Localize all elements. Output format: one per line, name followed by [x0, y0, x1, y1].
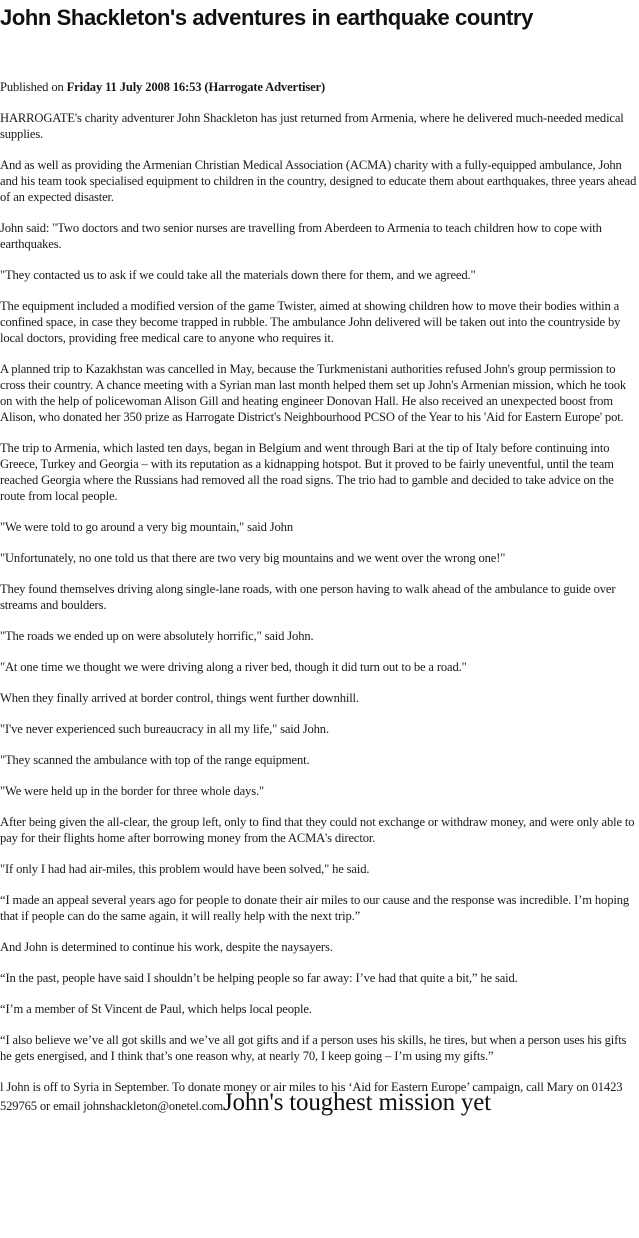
paragraph: "They scanned the ambulance with top of the range equipment.	[0, 753, 310, 767]
byline	[0, 79, 639, 95]
paragraph: The equipment included a modified version of the game Twister, aimed at showing children how to move their bodies within a confined space, in case they become trapped in rubble. The ambulance John delivered will be taken out into the countryside by local doctors, providing free medical care to anyone who requires it.	[0, 299, 621, 345]
paragraph: "If only I had had air-miles, this problem would have been solved," he said.	[0, 862, 370, 876]
paragraph: "They contacted us to ask if we could take all the materials down there for them, and we agreed."	[0, 268, 476, 282]
paragraph: After being given the all-clear, the group left, only to find that they could not exchange or withdraw money, and were only able to pay for their flights home after borrowing money from the ACMA's director.	[0, 815, 635, 845]
paragraph: "We were held up in the border for three whole days."	[0, 784, 264, 798]
paragraph: “I also believe we’ve all got skills and we’ve all got gifts and if a person uses his skills, he tires, but when a person uses his gifts he gets energised, and I think that’s one reason why, at nearly 70, I keep going – I’m using my gifts.”	[0, 1033, 627, 1063]
paragraph: HARROGATE's charity adventurer John Shackleton has just returned from Armenia, where he delivered much-needed medical supplies.	[0, 111, 624, 141]
paragraph: And as well as providing the Armenian Christian Medical Association (ACMA) charity with a fully-equipped ambulance, John and his team took specialised equipment to children in the country, designed to educate them about earthquakes, three years ahead of an expected disaster.	[0, 158, 637, 204]
paragraph: And John is determined to continue his work, despite the naysayers.	[0, 940, 333, 954]
paragraph: "The roads we ended up on were absolutely horrific," said John.	[0, 629, 314, 643]
paragraph: "At one time we thought we were driving along a river bed, though it did turn out to be a road."	[0, 660, 467, 674]
byline-prefix: Published on	[0, 80, 64, 94]
publish-date-source: Friday 11 July 2008 16:53 (Harrogate Advertiser)	[66, 80, 326, 94]
closing-paragraph	[0, 1079, 639, 1114]
paragraph: "I've never experienced such bureaucracy in all my life," said John.	[0, 722, 329, 736]
paragraph: “I made an appeal several years ago for people to donate their air miles to our cause and the response was incredible. I’m hoping that if people can do the same again, it will really help with the next trip.”	[0, 893, 629, 923]
paragraph: “I’m a member of St Vincent de Paul, which helps local people.	[0, 1002, 312, 1016]
trailing-headline: John's toughest mission yet	[223, 1089, 491, 1116]
article-headline: John Shackleton's adventures in earthquake country	[0, 5, 533, 30]
paragraph: "We were told to go around a very big mountain," said John	[0, 520, 293, 534]
paragraph: The trip to Armenia, which lasted ten days, began in Belgium and went through Bari at the tip of Italy before continuing into Greece, Turkey and Georgia – with its reputation as a kidnapping hotspot. But it proved to be fairly uneventful, until the team reached Georgia where the Russians had removed all the road signs. The trio had to gamble and decided to take advice on the route from local people.	[0, 441, 614, 503]
paragraph: When they finally arrived at border control, things went further downhill.	[0, 691, 359, 705]
paragraph: John said: "Two doctors and two senior nurses are travelling from Aberdeen to Armenia to teach children how to cope with earthquakes.	[0, 221, 602, 251]
article-body	[0, 79, 639, 1129]
closing-text: l John is off to Syria in September. To donate money or air miles to his ‘Aid for Eastern Europe’ campaign, call Mary on 01423 529765 or email johnshackleton@onetel.com	[0, 1080, 623, 1113]
paragraph: They found themselves driving along single-lane roads, with one person having to walk ahead of the ambulance to guide over streams and boulders.	[0, 582, 616, 612]
paragraph: A planned trip to Kazakhstan was cancelled in May, because the Turkmenistani authorities refused John's group permission to cross their country. A chance meeting with a Syrian man last month helped them set up John's Armenian mission, which he took on with the help of policewoman Alison Gill and heating engineer Donovan Hall. He also received an unexpected boost from Alison, who donated her 350 prize as Harrogate District's Neighbourhood PCSO of the Year to his 'Aid for Eastern Europe' pot.	[0, 362, 627, 424]
paragraph: “In the past, people have said I shouldn’t be helping people so far away: I’ve had that quite a bit,” he said.	[0, 971, 518, 985]
paragraph: "Unfortunately, no one told us that there are two very big mountains and we went over the wrong one!"	[0, 551, 506, 565]
